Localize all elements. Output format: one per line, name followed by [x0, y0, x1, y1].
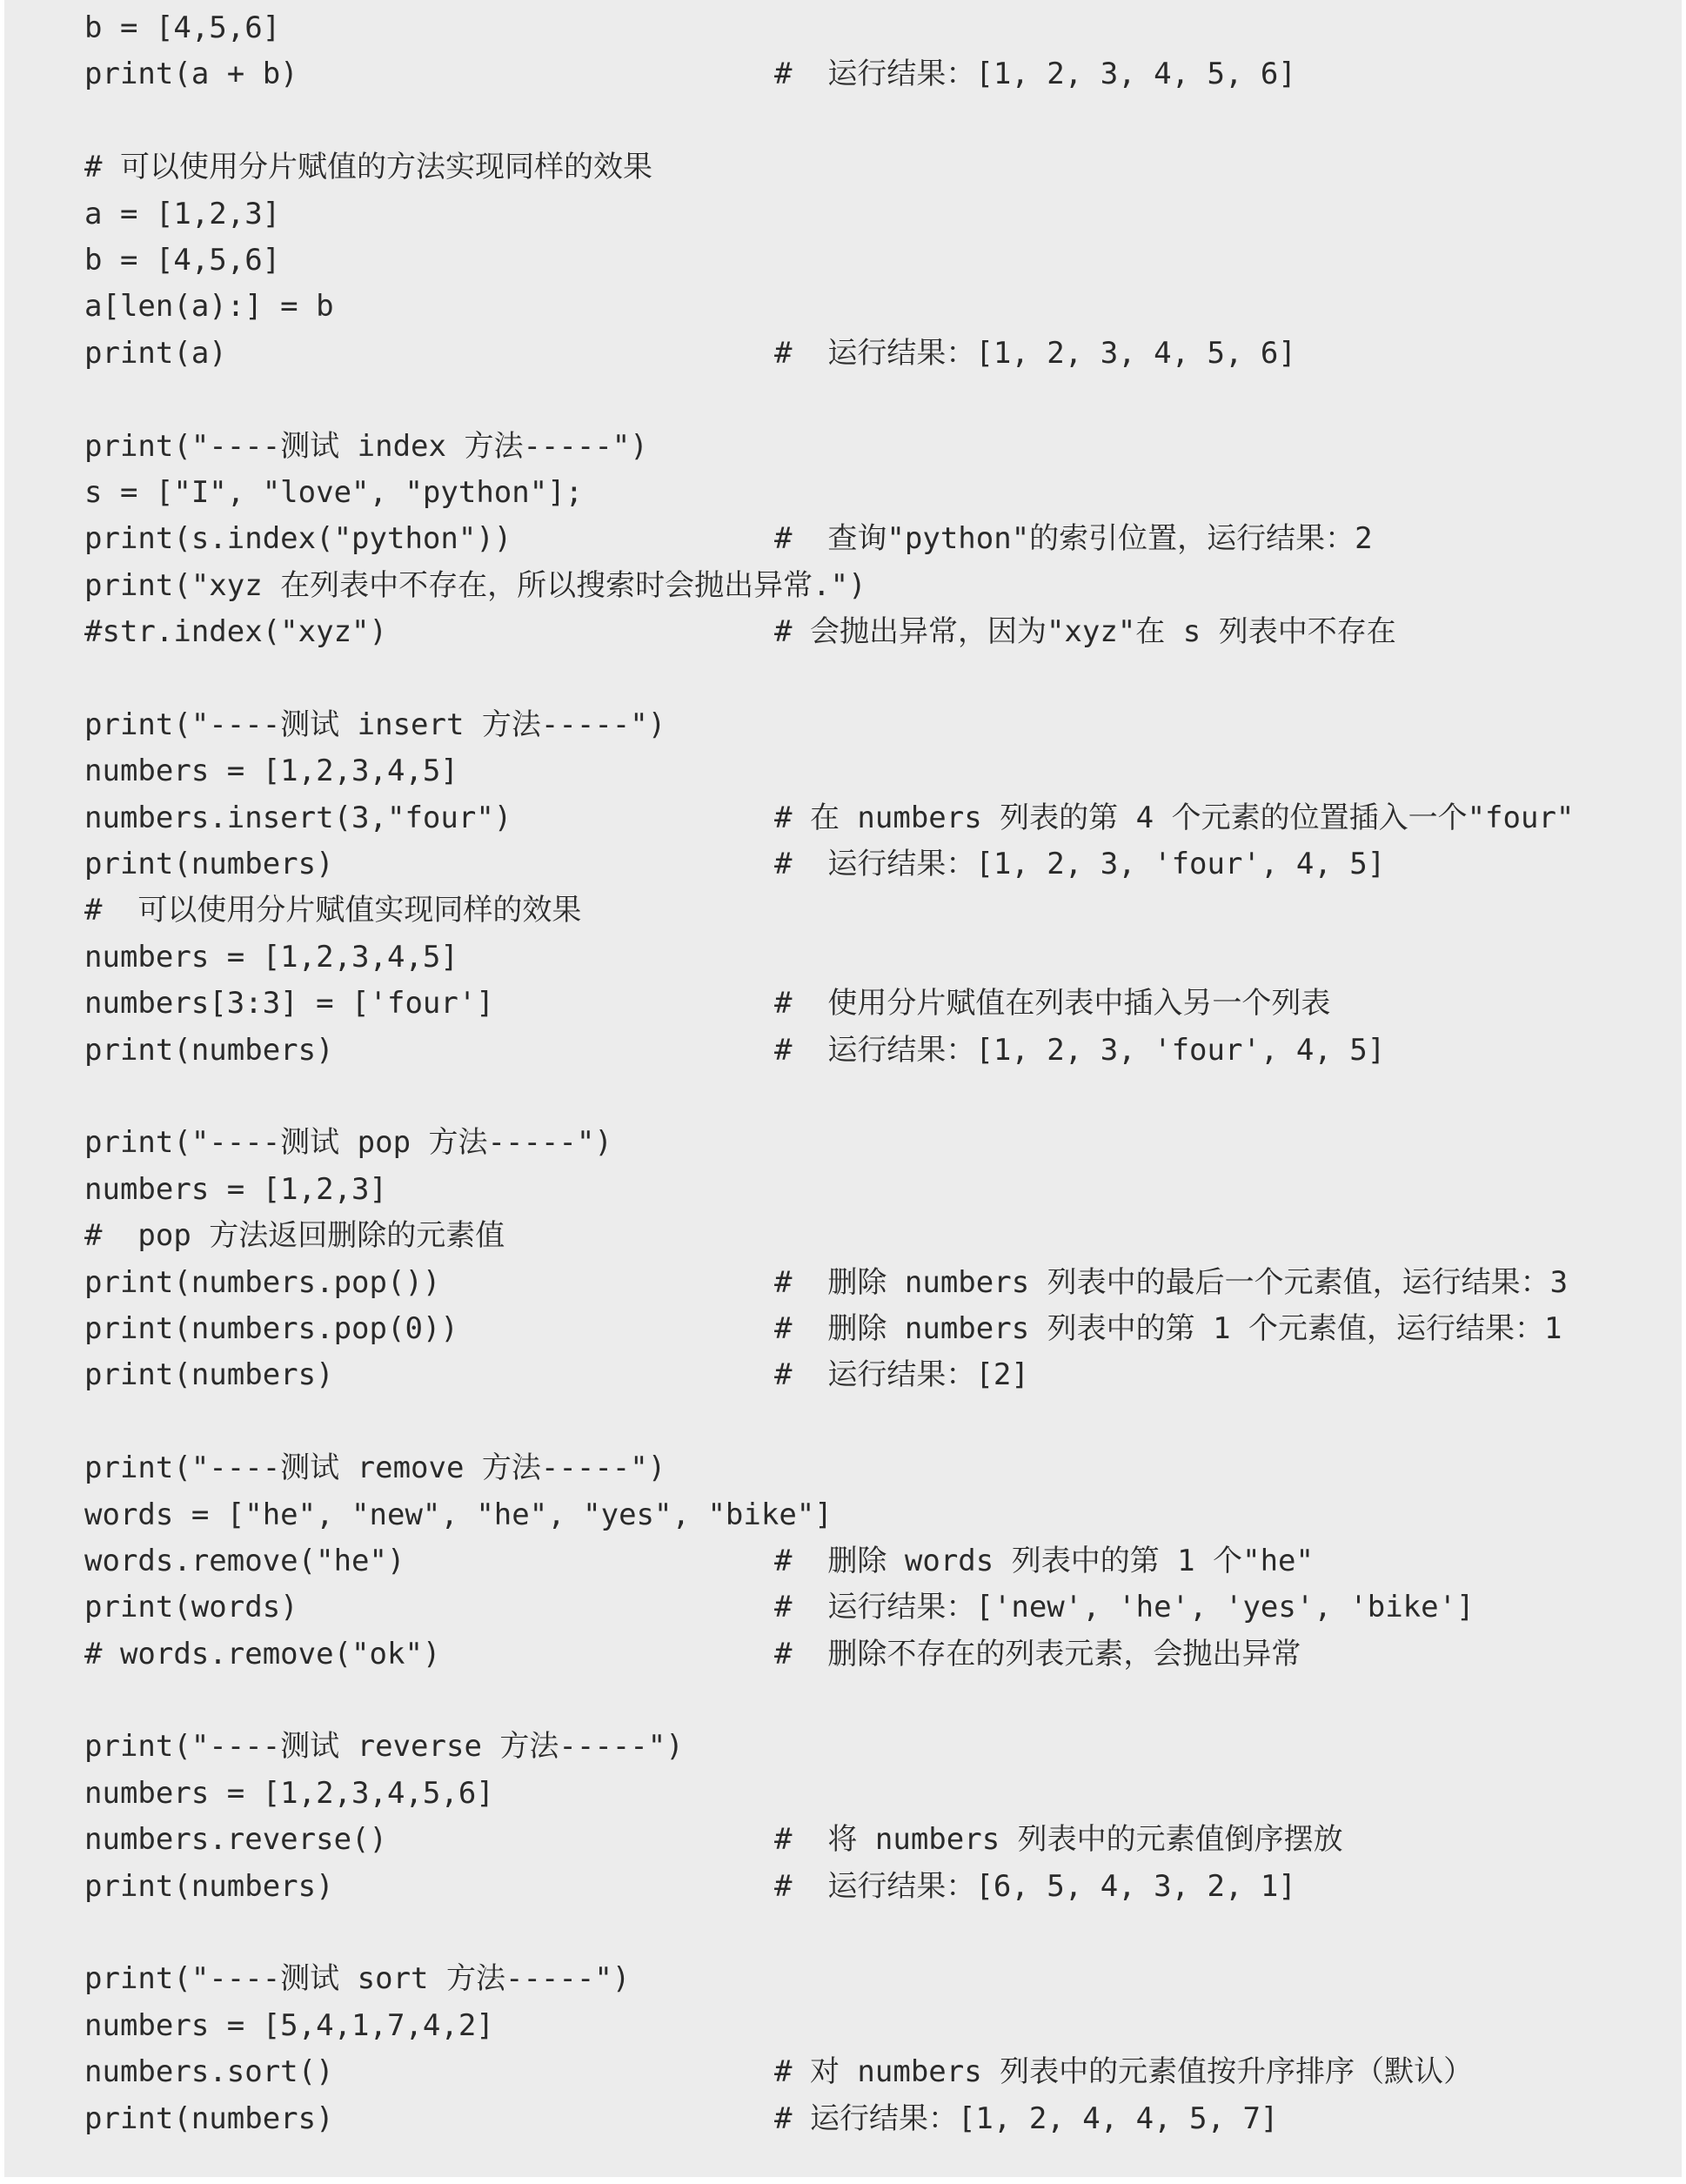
code-text: numbers.sort(): [84, 2054, 334, 2090]
code-text: b = [4,5,6]: [84, 10, 281, 45]
code-line: [84, 2003, 1668, 2049]
code-line: [84, 748, 1668, 794]
code-lines: [84, 5, 1668, 2142]
code-text: # pop 方法返回删除的元素值: [84, 1218, 505, 1254]
code-line: [84, 5, 1668, 51]
code-text: print(numbers.pop(0)): [84, 1310, 458, 1346]
code-listing: [4, 0, 1682, 2177]
code-line: [84, 1120, 1668, 1166]
code-line: [84, 1260, 1668, 1306]
blank-line: [84, 1678, 1668, 1724]
code-text: print("----测试 sort 方法-----"): [84, 1961, 631, 1997]
code-text: numbers = [1,2,3]: [84, 1171, 387, 1207]
code-comment: # 运行结果：[6, 5, 4, 3, 2, 1]: [774, 1868, 1296, 1904]
code-line: [84, 841, 1668, 888]
code-text: numbers = [5,4,1,7,4,2]: [84, 2007, 494, 2043]
code-comment: # 运行结果：['new', 'he', 'yes', 'bike']: [774, 1590, 1475, 1625]
code-comment: # 使用分片赋值在列表中插入另一个列表: [774, 986, 1331, 1022]
code-comment: # 在 numbers 列表的第 4 个元素的位置插入一个"four": [774, 800, 1575, 835]
code-text: # 可以使用分片赋值的方法实现同样的效果: [84, 150, 652, 185]
code-line: [84, 191, 1668, 238]
code-line: [84, 1771, 1668, 1817]
code-comment: # 运行结果：[1, 2, 3, 'four', 4, 5]: [774, 1032, 1386, 1068]
code-text: numbers.insert(3,"four"): [84, 800, 512, 835]
code-text: #str.index("xyz"): [84, 614, 387, 650]
code-text: print(numbers): [84, 1357, 334, 1393]
code-text: print(words): [84, 1590, 298, 1625]
code-text: words = ["he", "new", "he", "yes", "bike"]: [84, 1497, 833, 1532]
code-line: [84, 1445, 1668, 1491]
code-line: [84, 888, 1668, 934]
code-text: print(numbers): [84, 1032, 334, 1068]
code-line: [84, 981, 1668, 1027]
code-text: print("xyz 在列表中不存在，所以搜索时会抛出异常."): [84, 567, 866, 603]
code-text: numbers = [1,2,3,4,5]: [84, 939, 458, 975]
code-line: [84, 1956, 1668, 2002]
code-text: numbers[3:3] = ['four']: [84, 986, 494, 1022]
code-line: [84, 1352, 1668, 1398]
code-line: [84, 1213, 1668, 1259]
code-line: [84, 1631, 1668, 1678]
code-line: [84, 284, 1668, 330]
code-text: s = ["I", "love", "python"];: [84, 474, 584, 510]
code-text: a = [1,2,3]: [84, 196, 281, 231]
code-text: # 可以使用分片赋值实现同样的效果: [84, 893, 582, 928]
code-text: print("----测试 pop 方法-----"): [84, 1125, 612, 1161]
code-text: print(numbers): [84, 2100, 334, 2136]
code-line: [84, 144, 1668, 191]
code-line: [84, 1817, 1668, 1863]
code-text: print("----测试 insert 方法-----"): [84, 707, 666, 742]
code-line: [84, 1864, 1668, 1910]
code-text: numbers = [1,2,3,4,5]: [84, 754, 458, 789]
code-text: print(a + b): [84, 57, 298, 92]
code-line: [84, 795, 1668, 841]
code-line: [84, 2049, 1668, 2095]
code-text: print(numbers.pop()): [84, 1264, 441, 1300]
code-text: a[len(a):] = b: [84, 289, 334, 325]
code-text: numbers.reverse(): [84, 1822, 387, 1858]
code-comment: # 对 numbers 列表中的元素值按升序排序（默认）: [774, 2054, 1474, 2090]
code-line: [84, 1724, 1668, 1770]
code-text: print("----测试 remove 方法-----"): [84, 1450, 666, 1486]
code-line: [84, 331, 1668, 377]
code-line: [84, 2096, 1668, 2142]
code-comment: # 查询"python"的索引位置，运行结果：2: [774, 521, 1373, 557]
code-line: [84, 238, 1668, 284]
code-text: # words.remove("ok"): [84, 1636, 441, 1671]
code-line: [84, 1306, 1668, 1352]
code-text: print("----测试 reverse 方法-----"): [84, 1729, 684, 1765]
blank-line: [84, 377, 1668, 423]
code-comment: # 运行结果：[1, 2, 3, 4, 5, 6]: [774, 335, 1296, 371]
code-comment: # 删除 numbers 列表中的第 1 个元素值，运行结果：1: [774, 1310, 1562, 1346]
code-comment: # 运行结果：[2]: [774, 1357, 1029, 1393]
code-text: words.remove("he"): [84, 1543, 405, 1578]
code-comment: # 删除 numbers 列表中的最后一个元素值，运行结果：3: [774, 1264, 1569, 1300]
code-text: print(numbers): [84, 847, 334, 882]
code-line: [84, 51, 1668, 97]
code-comment: # 会抛出异常，因为"xyz"在 s 列表中不存在: [774, 614, 1396, 650]
code-line: [84, 1167, 1668, 1213]
code-line: [84, 935, 1668, 981]
code-line: [84, 516, 1668, 562]
code-line: [84, 424, 1668, 470]
blank-line: [84, 655, 1668, 701]
code-text: print("----测试 index 方法-----"): [84, 428, 648, 464]
code-text: b = [4,5,6]: [84, 242, 281, 278]
blank-line: [84, 1910, 1668, 1956]
code-line: [84, 1492, 1668, 1538]
code-comment: # 将 numbers 列表中的元素值倒序摆放: [774, 1822, 1343, 1858]
code-comment: # 删除不存在的列表元素，会抛出异常: [774, 1636, 1301, 1671]
code-line: [84, 1584, 1668, 1631]
code-line: [84, 702, 1668, 748]
code-comment: # 运行结果：[1, 2, 3, 4, 5, 6]: [774, 57, 1296, 92]
code-line: [84, 470, 1668, 516]
code-comment: # 运行结果：[1, 2, 3, 'four', 4, 5]: [774, 847, 1386, 882]
code-text: print(numbers): [84, 1868, 334, 1904]
code-comment: # 运行结果：[1, 2, 4, 4, 5, 7]: [774, 2100, 1279, 2136]
code-line: [84, 1028, 1668, 1074]
code-text: print(a): [84, 335, 227, 371]
blank-line: [84, 1074, 1668, 1120]
code-text: numbers = [1,2,3,4,5,6]: [84, 1775, 494, 1811]
code-line: [84, 563, 1668, 609]
blank-line: [84, 1399, 1668, 1445]
blank-line: [84, 98, 1668, 144]
code-text: print(s.index("python")): [84, 521, 512, 557]
code-comment: # 删除 words 列表中的第 1 个"he": [774, 1543, 1314, 1578]
code-line: [84, 1538, 1668, 1584]
code-line: [84, 609, 1668, 655]
